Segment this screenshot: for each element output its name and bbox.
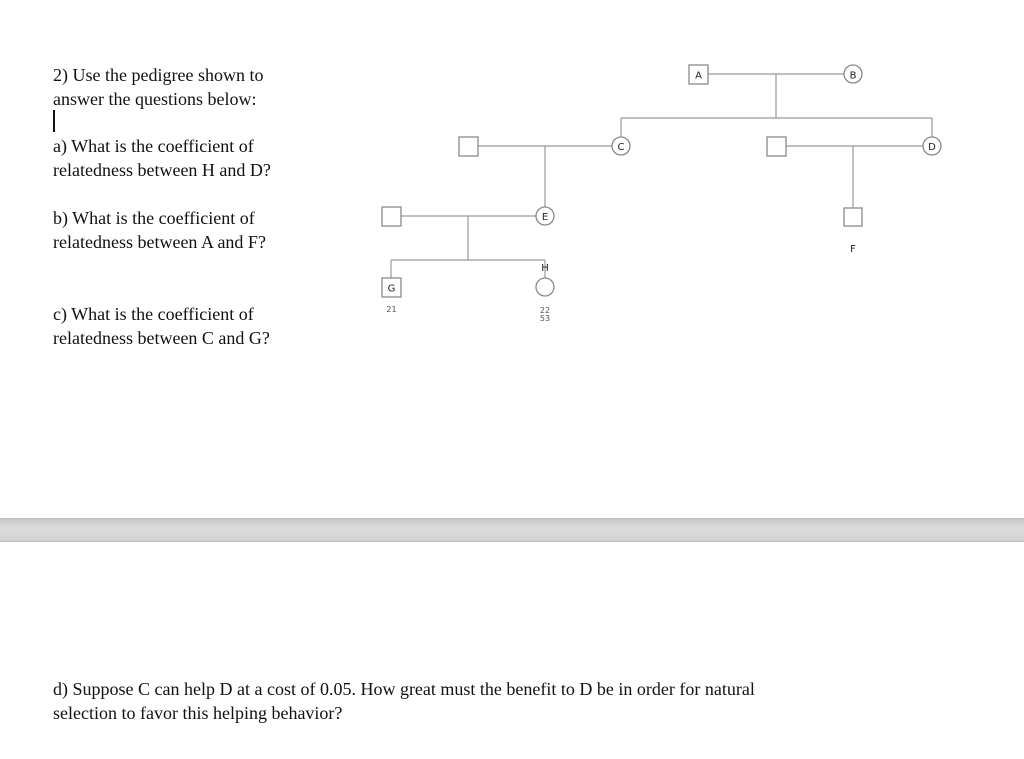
label-e: E bbox=[541, 212, 549, 223]
label-f: F bbox=[850, 244, 856, 255]
individual-male-mate-of-c bbox=[459, 137, 478, 156]
individual-male-mate-of-e bbox=[382, 207, 401, 226]
page-divider bbox=[0, 518, 1024, 542]
label-c: C bbox=[617, 142, 625, 153]
label-h: H bbox=[541, 263, 549, 274]
age-g: 21 bbox=[386, 305, 397, 314]
question-a: a) What is the coefficient of relatedness between H and D? bbox=[53, 136, 271, 180]
age-h-bottom: 53 bbox=[539, 314, 551, 323]
question-b: b) What is the coefficient of relatedness between A and F? bbox=[53, 208, 266, 252]
question-2-intro: 2) Use the pedigree shown to answer the questions below: bbox=[53, 65, 264, 109]
question-d: d) Suppose C can help D at a cost of 0.05. How great must the benefit to D be in order for natural selection to favor this helping behavior? bbox=[53, 679, 755, 723]
label-a: A bbox=[695, 70, 702, 82]
pedigree-diagram bbox=[0, 0, 1024, 360]
age-h-top: 22 bbox=[539, 306, 551, 315]
individual-f-male bbox=[844, 208, 862, 226]
label-b: B bbox=[849, 70, 857, 82]
label-d: D bbox=[928, 142, 936, 153]
question-c: c) What is the coefficient of relatedness between C and G? bbox=[53, 304, 270, 348]
individual-male-mate-of-d bbox=[767, 137, 786, 156]
individual-h-female bbox=[536, 278, 554, 296]
label-g: G bbox=[387, 283, 396, 295]
